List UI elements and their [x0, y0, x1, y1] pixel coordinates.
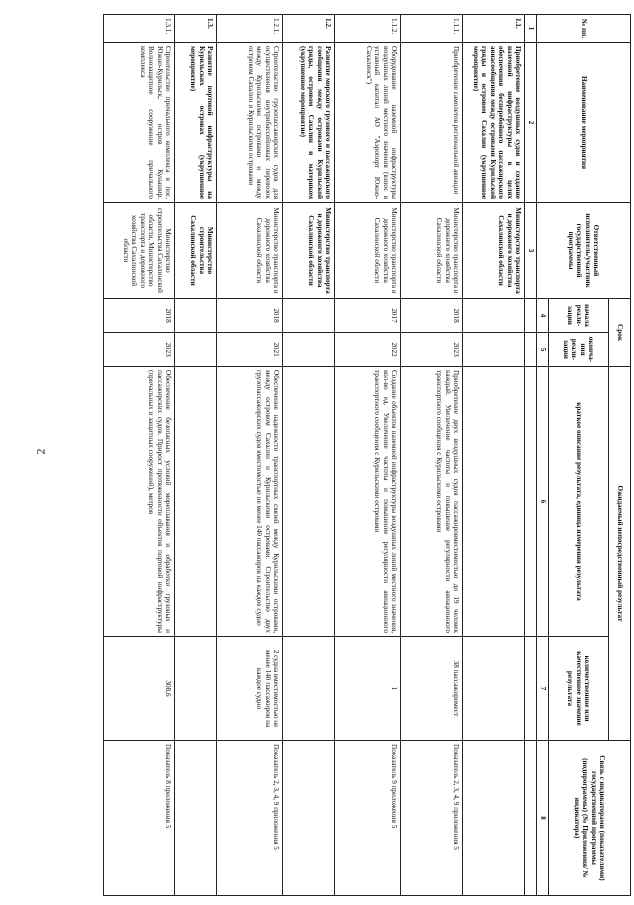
- col-index: 4: [537, 299, 549, 333]
- table-row: [217, 15, 283, 896]
- col-index: [525, 299, 537, 333]
- row-desc: Обеспечение безопасных условий мореплавания и обработки грузовых и пассажирских судов. Прирост протяженности объектов портовой инфраструктуры (причальных и защитных сооружений), метров: [104, 367, 175, 637]
- rotated-table-wrapper: [103, 14, 631, 895]
- row-num: 1.3.: [175, 15, 217, 43]
- row-name: Оборудование наземной инфраструктуры воздушных линий местного значения (взнос в уставный капитал АО "Аэропорт Южно-Сахалинск"): [335, 43, 401, 203]
- row-link: [463, 741, 525, 896]
- row-link: Показатель 9 приложения 5: [335, 741, 401, 896]
- row-end: [283, 333, 335, 367]
- header-num: № пп.: [537, 15, 631, 43]
- header-term: Срок: [609, 299, 631, 367]
- row-num: 1.2.: [283, 15, 335, 43]
- header-name: Наименование мероприятия: [537, 43, 631, 203]
- row-num: 1.1.2.: [335, 15, 401, 43]
- col-index: 8: [537, 741, 549, 896]
- row-responsible: Министерство транспорта и дорожного хозяйства Сахалинской области: [401, 203, 463, 299]
- row-end: [175, 333, 217, 367]
- row-num: 1.1.: [463, 15, 525, 43]
- col-index: 3: [525, 203, 537, 299]
- row-link: Показатель 2, 3, 4, 9 приложения 5: [401, 741, 463, 896]
- row-name: Приобретение воздушных судов и создание наземной инфраструктуры в целях обеспечения бесперебойного пассажирского авиасообщения между островами Курильской гряды и островом Сахалин (укрупненное мероприятие): [463, 43, 525, 203]
- row-end: 2022: [335, 333, 401, 367]
- col-index: 7: [537, 637, 549, 741]
- row-end: 2023: [104, 333, 175, 367]
- row-responsible: Министерство транспорта и дорожного хозяйства Сахалинской области: [463, 203, 525, 299]
- col-index: 1: [525, 15, 537, 43]
- row-link: [175, 741, 217, 896]
- col-index: [525, 367, 537, 637]
- row-responsible: Министерство строительства Сахалинской области, Министерство транспорта и дорожного хозяйства Сахалинской области: [104, 203, 175, 299]
- table-row: [401, 15, 463, 896]
- row-start: 2017: [335, 299, 401, 333]
- row-link: Показатель 8 приложения 5: [104, 741, 175, 896]
- row-name: Приобретение самолетов региональной авиации: [401, 43, 463, 203]
- row-link: [283, 741, 335, 896]
- row-responsible: Министерство строительства Сахалинской области: [175, 203, 217, 299]
- row-end: 2021: [217, 333, 283, 367]
- row-num: 1.2.1.: [217, 15, 283, 43]
- row-start: 2018: [401, 299, 463, 333]
- table-row: [175, 15, 217, 896]
- row-num: 1.1.1.: [401, 15, 463, 43]
- header-desc: краткое описание результата, единица измерения результата: [549, 367, 609, 637]
- row-responsible: Министерство транспорта и дорожного хозяйства Сахалинской области: [217, 203, 283, 299]
- header-link: Связь с индикаторами (показателями) государственной программы (подпрограммы) (№ Приложения/ № индикатора): [549, 741, 631, 896]
- events-table: [103, 14, 631, 896]
- col-index: [525, 741, 537, 896]
- row-desc: Приобретение двух воздушных судов пассажировместимостью до 19 человек каждый. Увеличение частоты и повышение регулярности авиационного транспортного сообщения с Курильскими островами: [401, 367, 463, 637]
- row-link: Показатель 2, 3, 4, 9 приложения 5: [217, 741, 283, 896]
- col-index: 2: [525, 43, 537, 203]
- col-index: 5: [537, 333, 549, 367]
- table-row: [463, 15, 525, 896]
- page-number: 2: [33, 448, 48, 455]
- header-expected: Ожидаемый непосредственный результат: [609, 367, 631, 741]
- row-start: 2018: [104, 299, 175, 333]
- col-index: [525, 637, 537, 741]
- row-desc: Обеспечение надежности транспортных связей между Курильскими островами, между островом Сахалин и Курильскими островами. Строительство двух грузопассажирских судов вместимостью не менее 140 пассажиров на каждое судно: [217, 367, 283, 637]
- header-end: оконча-ния реали-зации: [549, 333, 609, 367]
- row-name: Развитие портовой инфраструктуры на Курильских островах (укрупненное мероприятие): [175, 43, 217, 203]
- row-qty: 38 пассажиромест: [401, 637, 463, 741]
- row-qty: [283, 637, 335, 741]
- row-start: [175, 299, 217, 333]
- table-row: [104, 15, 175, 896]
- row-start: 2018: [217, 299, 283, 333]
- table-row: [283, 15, 335, 896]
- col-index: 6: [537, 367, 549, 637]
- row-desc: [175, 367, 217, 637]
- row-start: [283, 299, 335, 333]
- row-qty: 308,6: [104, 637, 175, 741]
- row-responsible: Министерство транспорта и дорожного хозяйства Сахалинской области: [335, 203, 401, 299]
- row-responsible: Министерство транспорта и дорожного хозяйства Сахалинской области: [283, 203, 335, 299]
- row-name: Строительство причального комплекса в пос. Южно-Курильск, остров Кунашир. Волнозащитное сооружение причального комплекса: [104, 43, 175, 203]
- row-end: [463, 333, 525, 367]
- row-desc: [283, 367, 335, 637]
- row-qty: 2 судна вместимостью не менее 140 пассажиров на каждое судно: [217, 637, 283, 741]
- header-qty: количественное или качественное значение результата: [549, 637, 609, 741]
- header-responsible: Ответственный исполнитель/участник государственной программы: [537, 203, 631, 299]
- row-qty: 1: [335, 637, 401, 741]
- header-start: начала реали-зации: [549, 299, 609, 333]
- row-qty: [175, 637, 217, 741]
- row-desc: [463, 367, 525, 637]
- row-desc: Создание объектов наземной инфраструктуры воздушных линий местного значения, кол-во ед. Увеличение частоты и повышение регулярности авиационного транспортного сообщения с Курильскими островами: [335, 367, 401, 637]
- col-index: [525, 333, 537, 367]
- row-name: Развитие морского грузового и пассажирского сообщения между островами Курильской гряды, островом Сахалин и материком (укрупненное мероприятие): [283, 43, 335, 203]
- row-num: 1.3.1.: [104, 15, 175, 43]
- row-name: Строительство грузопассажирских судов для осуществления внутрибассейновых перевозок между Курильскими островами и между островом Сахалин и Курильскими островами: [217, 43, 283, 203]
- row-qty: [463, 637, 525, 741]
- table-row: [335, 15, 401, 896]
- row-end: 2023: [401, 333, 463, 367]
- row-start: [463, 299, 525, 333]
